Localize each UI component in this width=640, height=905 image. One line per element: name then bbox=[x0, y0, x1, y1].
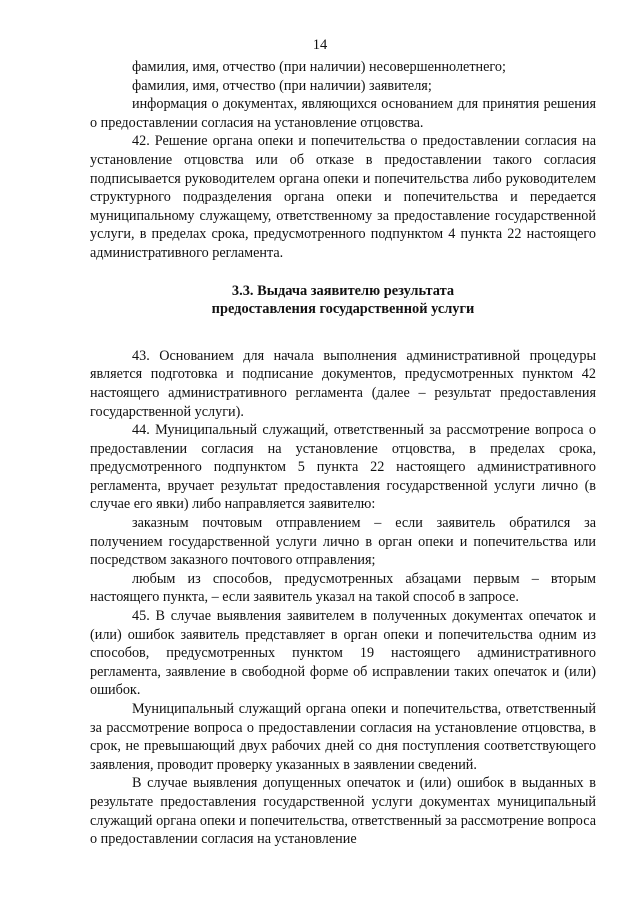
section-heading-line-2: предоставления государственной услуги bbox=[211, 301, 475, 318]
page-number: 14 bbox=[312, 37, 328, 53]
paragraph-45-check: Муниципальный служащий органа опеки и попечительства, ответственный за рассмотрение вопроса о предоставлении согласия на установление отцовства, в срок, не превышающий двух рабочих дней со дня поступления соответствующего заявления, проводит проверку указанных в заявлении сведений. bbox=[90, 701, 596, 773]
paragraph-45: 45. В случае выявления заявителем в полученных документах опечаток и (или) ошибок заявитель представляет в орган опеки и попечительства одним из способов, предусмотренных пунктом 19 настоящего административного регламента, заявление в свободной форме об исправлении таких опечаток и (или) ошибок. bbox=[90, 608, 596, 699]
section-heading-3-3 bbox=[90, 282, 596, 319]
paragraph-45-errors: В случае выявления допущенных опечаток и (или) ошибок в выданных в результате предоставления государственной услуги документах муниципальный служащий органа опеки и попечительства, ответственный за рассмотрение вопроса о предоставлении согласия на установление bbox=[90, 775, 596, 848]
document-body bbox=[90, 58, 596, 849]
paragraph-applicant-name: фамилия, имя, отчество (при наличии) заявителя; bbox=[132, 77, 432, 94]
paragraph-44-registered-mail: заказным почтовым отправлением – если заявитель обратился за получением государственной услуги лично в орган опеки и попечительства или посредством заказного почтового отправления; bbox=[90, 515, 596, 569]
section-heading-line-1: 3.3. Выдача заявителю результата bbox=[231, 282, 455, 299]
paragraph-44-any-method: любым из способов, предусмотренных абзацами первым – вторым настоящего пункта, – если заявитель указал на такой способ в запросе. bbox=[90, 570, 596, 606]
paragraph-documents-info: информация о документах, являющихся основанием для принятия решения о предоставлении согласия на установление отцовства. bbox=[90, 96, 596, 131]
paragraph-42: 42. Решение органа опеки и попечительства о предоставлении согласия на установление отцовства или об отказе в предоставлении такого согласия подписывается руководителем органа опеки и попечительства либо руководителем структурного подразделения органа опеки и попечительства и передается муниципальному служащему, ответственному за предоставление государственной услуги, в пределах срока, предусмотренного подпунктом 4 пункта 22 настоящего административного регламента. bbox=[90, 133, 596, 261]
paragraph-43: 43. Основанием для начала выполнения административной процедуры является подготовка и подписание документов, предусмотренных пунктом 42 настоящего административного регламента (далее – результат предоставления государственной услуги). bbox=[90, 347, 596, 420]
paragraph-44: 44. Муниципальный служащий, ответственный за рассмотрение вопроса о предоставлении согласия на установление отцовства, в пределах срока, предусмотренного подпунктом 5 пункта 22 настоящего административного регламента, вручает результат предоставления государственной услуги лично (в случае его явки) либо направляется заявителю: bbox=[90, 422, 596, 513]
paragraph-minor-name: фамилия, имя, отчество (при наличии) несовершеннолетнего; bbox=[132, 59, 506, 75]
